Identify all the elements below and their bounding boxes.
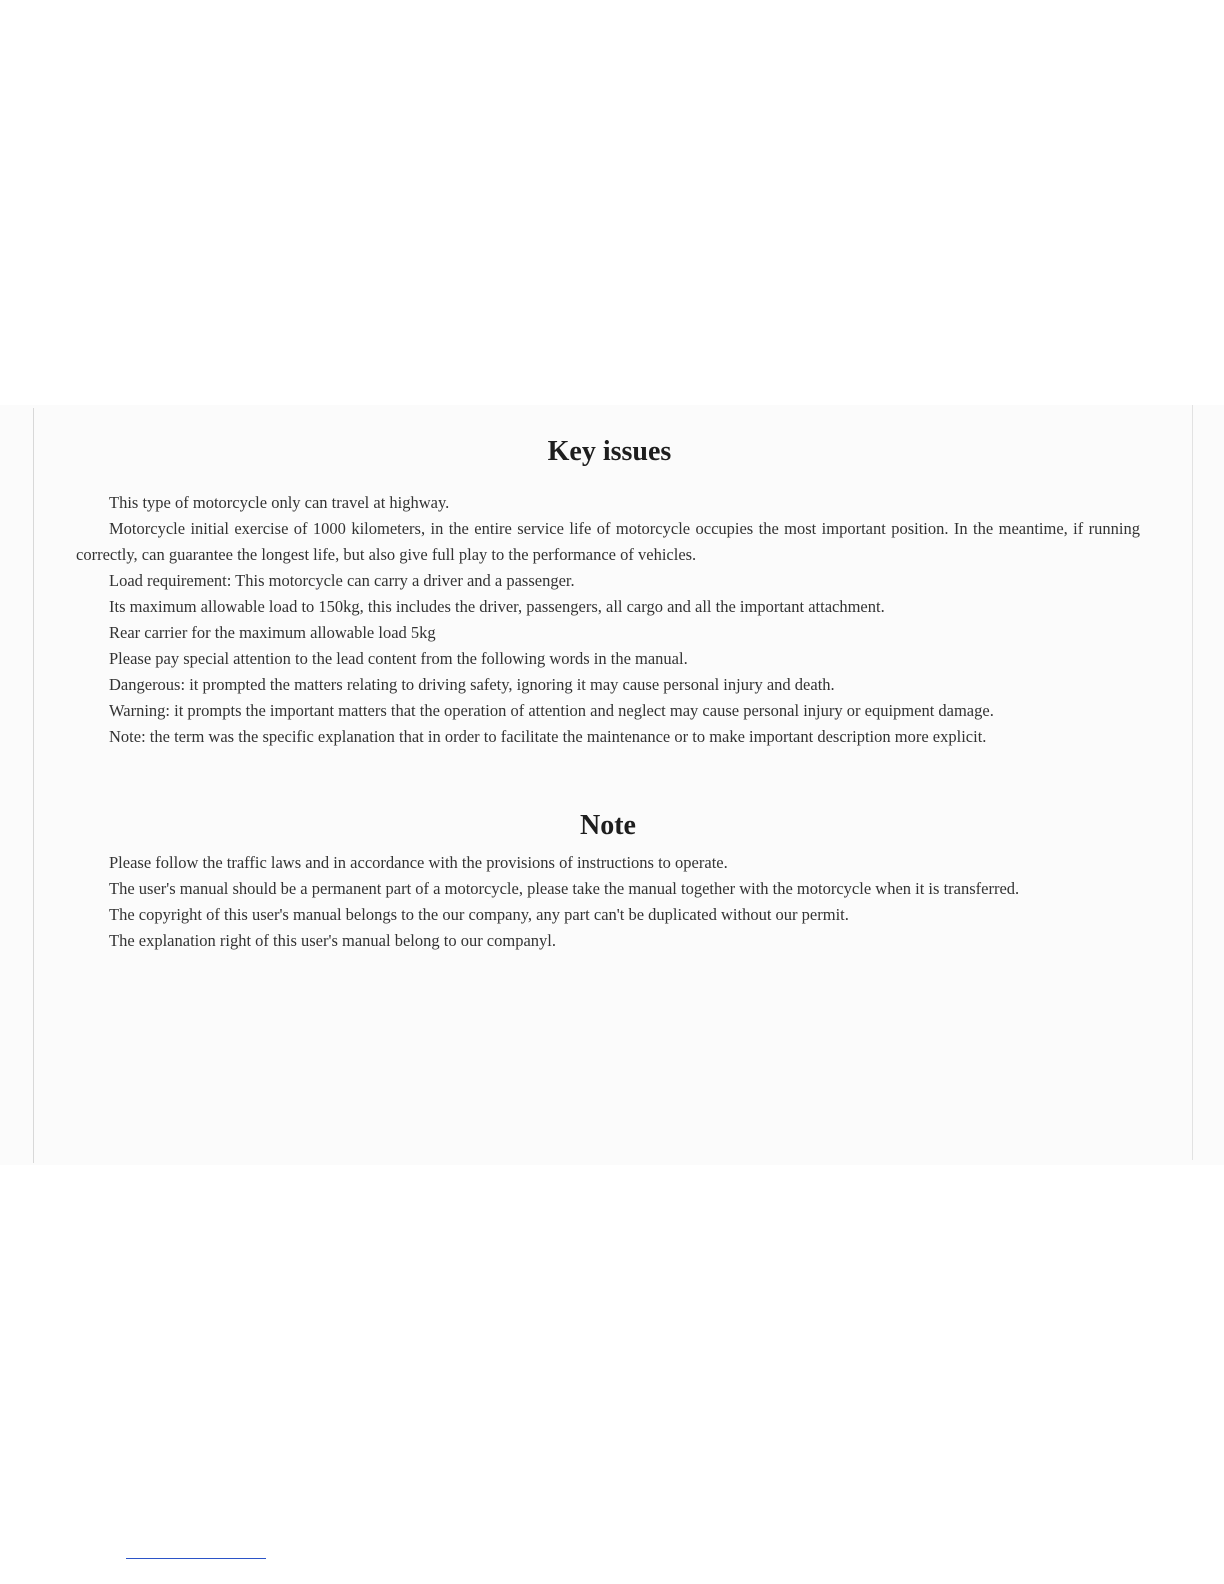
paragraph: The explanation right of this user's manual belong to our companyl. [109, 931, 556, 950]
paragraph: Please follow the traffic laws and in accordance with the provisions of instructions to operate. [109, 853, 728, 872]
note-section [76, 850, 1140, 954]
key-issues-section [76, 490, 1140, 750]
key-issues-heading: Key issues [547, 436, 672, 467]
paragraph: The user's manual should be a permanent part of a motorcycle, please take the manual together with the motorcycle when it is transferred. [109, 879, 1020, 898]
paragraph: Motorcycle initial exercise of 1000 kilometers, in the entire service life of motorcycle occupies the most important position. In the meantime, if running correctly, can guarantee the longest life, but also give full play to the performance of vehicles. [76, 519, 1140, 564]
page-edge-right [1192, 405, 1193, 1160]
paragraph: Load requirement: This motorcycle can carry a driver and a passenger. [109, 571, 575, 590]
note-heading: Note [580, 810, 636, 841]
paragraph: Dangerous: it prompted the matters relating to driving safety, ignoring it may cause personal injury and death. [109, 675, 835, 694]
document-body [76, 430, 1140, 954]
footer-divider-line [126, 1558, 266, 1559]
paragraph: Rear carrier for the maximum allowable load 5kg [109, 623, 436, 642]
paragraph: Please pay special attention to the lead content from the following words in the manual. [109, 649, 688, 668]
paragraph: Warning: it prompts the important matters that the operation of attention and neglect may cause personal injury or equipment damage. [109, 701, 994, 720]
page-edge-left [33, 408, 34, 1163]
paragraph: This type of motorcycle only can travel at highway. [109, 493, 450, 512]
paragraph: Its maximum allowable load to 150kg, this includes the driver, passengers, all cargo and all the important attachment. [109, 597, 885, 616]
paragraph: Note: the term was the specific explanation that in order to facilitate the maintenance or to make important description more explicit. [109, 727, 987, 746]
paragraph: The copyright of this user's manual belongs to the our company, any part can't be duplicated without our permit. [109, 905, 849, 924]
